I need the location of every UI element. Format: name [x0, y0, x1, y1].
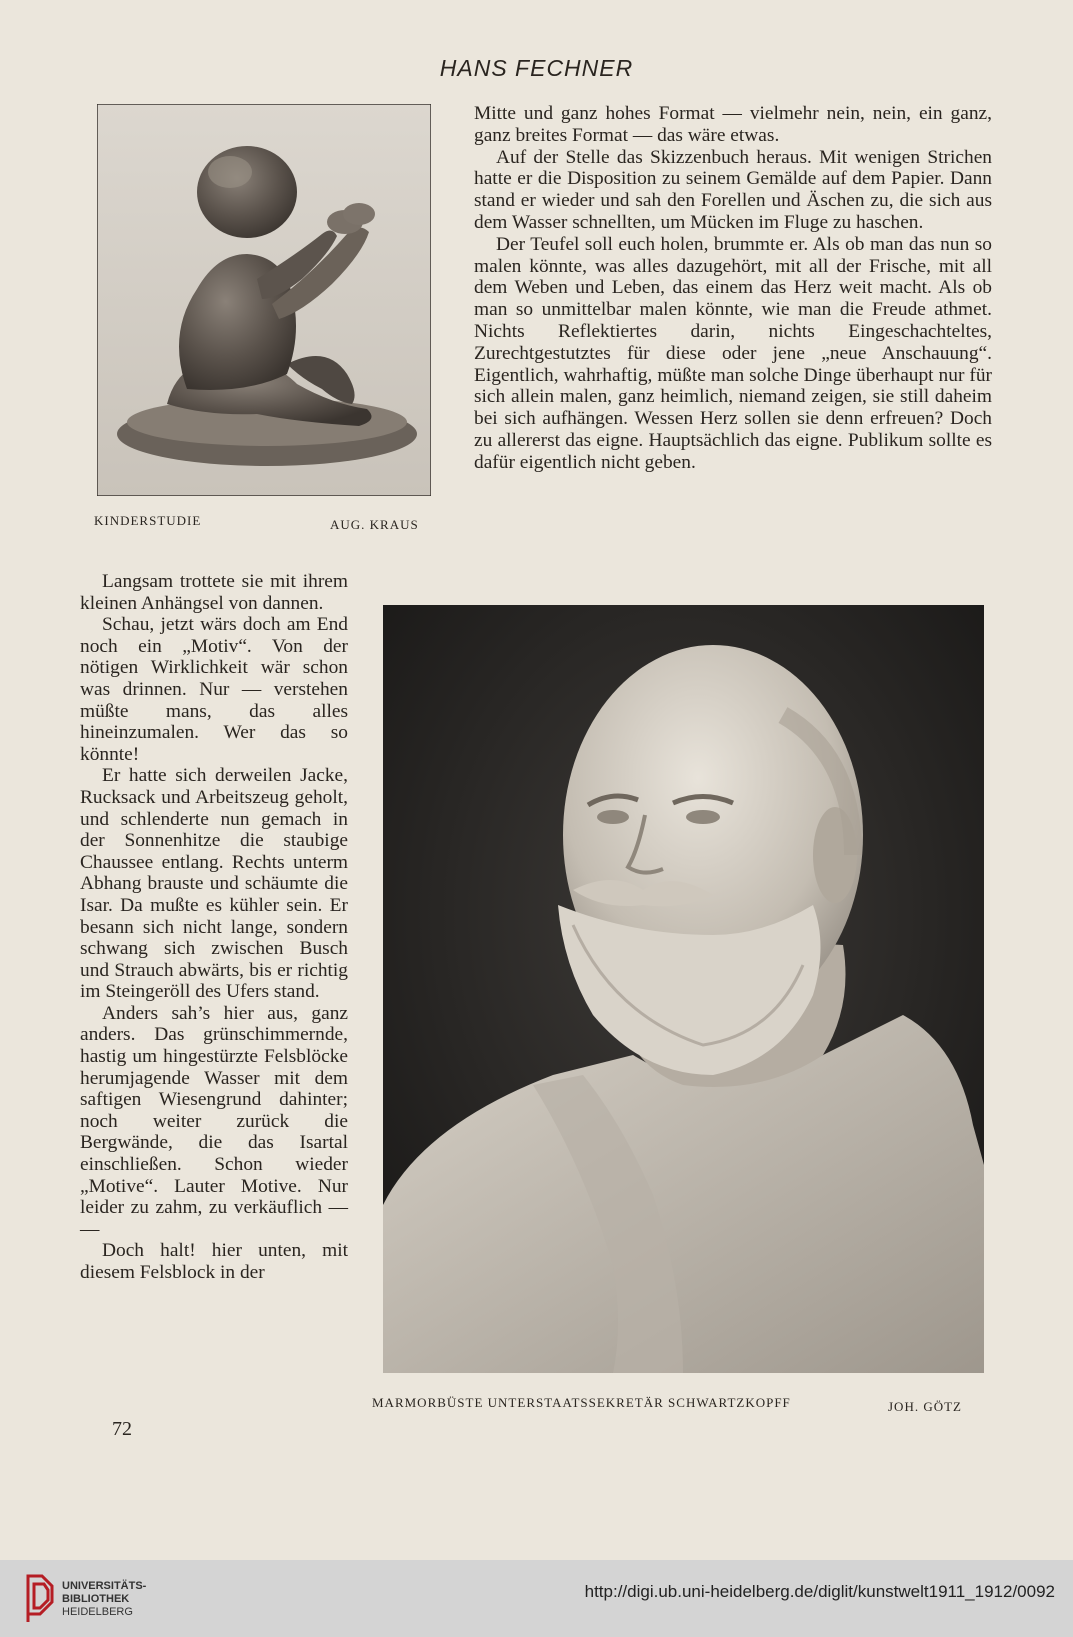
paragraph: Er hatte sich derweilen Jacke, Rucksack und Arbeitszeug geholt, und schlenderte nun gemach in der Sonnenhitze die staubige Chaussee entlang. Rechts unterm Abhang brauste und schäumte die Isar. Da mußte es kühler sein. Er besann sich nicht lange, sondern schwang sich zwischen Busch und Strauch abwärts, bis er richtig im Steingeröll des Ufers stand. — [80, 765, 348, 1003]
paragraph: Der Teufel soll euch holen, brummte er. Als ob man das nun so malen könnte, was alles dazugehört, mit all der Frische, mit all dem Weben und Leben, das einem das Herz weit macht. Als ob man so unmittelbar malen könnte, wie man die Freude athmet. Nichts Reflektiertes darin, nichts Eingeschachteltes, Zurechtgestutztes für diese oder jene „neue Anschauung“. Eigentlich, wahrhaftig, müßte man solche Dinge überhaupt nur für sich allein malen, ganz heimlich, niemand zeigen, sie still daheim bei sich aufhängen. Wessen Herz sollen sie denn erfreuen? Doch zu allererst das eigne. Hauptsächlich das eigne. Publikum sollte es dafür eigentlich nicht geben. — [474, 233, 992, 473]
library-logo-icon — [24, 1572, 56, 1628]
bust-caption-artist: JOH. GÖTZ — [888, 1399, 962, 1414]
bust-caption-title: MARMORBÜSTE UNTERSTAATSSEKRETÄR SCHWARTZKOPFF — [372, 1395, 791, 1410]
library-name-line: HEIDELBERG — [62, 1606, 133, 1618]
child-statue-illustration — [97, 104, 431, 496]
paragraph: Auf der Stelle das Skizzenbuch heraus. Mit wenigen Strichen hatte er die Disposition zu seinem Gemälde auf dem Papier. Dann stand er wieder und sah den Forellen und Äschen zu, die sich aus dem Wasser schnellten, um Mücken im Fluge zu haschen. — [474, 146, 992, 233]
paragraph: Schau, jetzt wärs doch am End noch ein „Motiv“. Von der nötigen Wirklichkeit wär schon was drinnen. Nur — verstehen müßte mans, das alles hineinzumalen. Wer das so könnte! — [80, 614, 348, 765]
paragraph: Doch halt! hier unten, mit diesem Felsblock in der — [80, 1240, 348, 1283]
library-name-line: UNIVERSITÄTS- — [62, 1580, 147, 1592]
running-title: HANS FECHNER — [439, 55, 634, 81]
permalink[interactable]: http://digi.ub.uni-heidelberg.de/diglit/kunstwelt1911_1912/0092 — [584, 1582, 1055, 1601]
right-text-column — [474, 103, 992, 474]
library-footer — [0, 1560, 1073, 1637]
library-name-line: BIBLIOTHEK — [62, 1593, 130, 1605]
page-number: 72 — [112, 1418, 132, 1440]
child-study-caption-artist: AUG. KRAUS — [330, 517, 419, 532]
marble-bust-photo — [383, 605, 984, 1373]
paragraph: Langsam trottete sie mit ihrem kleinen Anhängsel von dannen. — [80, 571, 348, 614]
left-text-column — [80, 571, 348, 1284]
paragraph: Mitte und ganz hohes Format — vielmehr nein, nein, ein ganz, ganz breites Format — das wäre etwas. — [474, 103, 992, 146]
paragraph: Anders sah’s hier aus, ganz anders. Das grünschimmernde, hastig um hingestürzte Felsblöcke herumjagende Wasser mit dem saftigen Wiesengrund dahinter; noch weiter zurück die Bergwände, die das Isartal einschließen. Schon wieder „Motive“. Lauter Motive. Nur leider zu zahm, zu verkäuflich — — — [80, 1002, 348, 1240]
child-study-photo — [97, 104, 431, 496]
child-study-caption-title: KINDERSTUDIE — [94, 513, 202, 528]
library-name — [62, 1580, 146, 1619]
bust-illustration — [383, 605, 984, 1373]
